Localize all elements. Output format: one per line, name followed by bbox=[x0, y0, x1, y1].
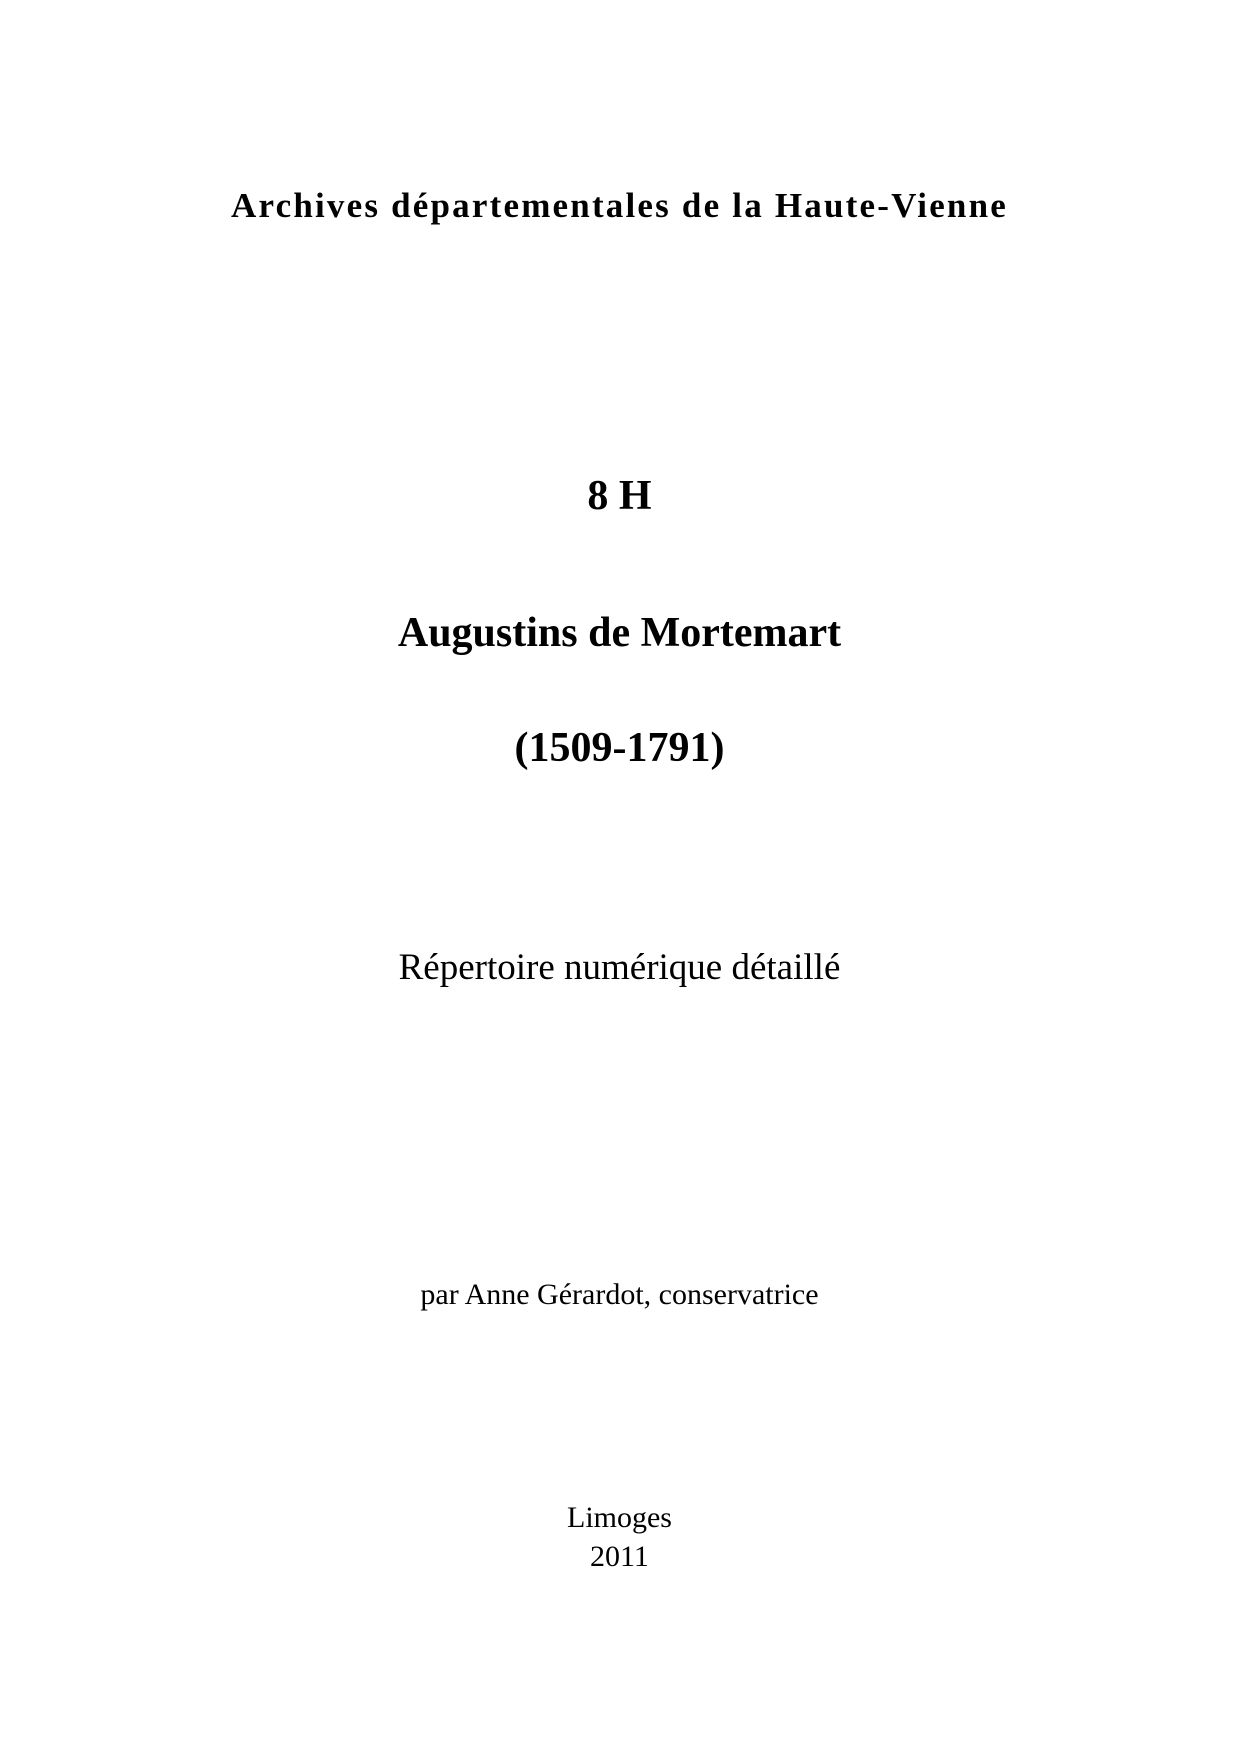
fonds-code: 8 H bbox=[587, 473, 652, 519]
document-type: Répertoire numérique détaillé bbox=[398, 947, 841, 988]
publication-year: 2011 bbox=[590, 1540, 649, 1573]
author-line: par Anne Gérardot, conservatrice bbox=[420, 1278, 819, 1311]
fonds-title: Augustins de Mortemart bbox=[397, 610, 842, 656]
publication-place: Limoges bbox=[567, 1501, 672, 1534]
fonds-dates: (1509-1791) bbox=[514, 725, 725, 771]
institution-heading: Archives départementales de la Haute-Vienne bbox=[231, 186, 1008, 225]
